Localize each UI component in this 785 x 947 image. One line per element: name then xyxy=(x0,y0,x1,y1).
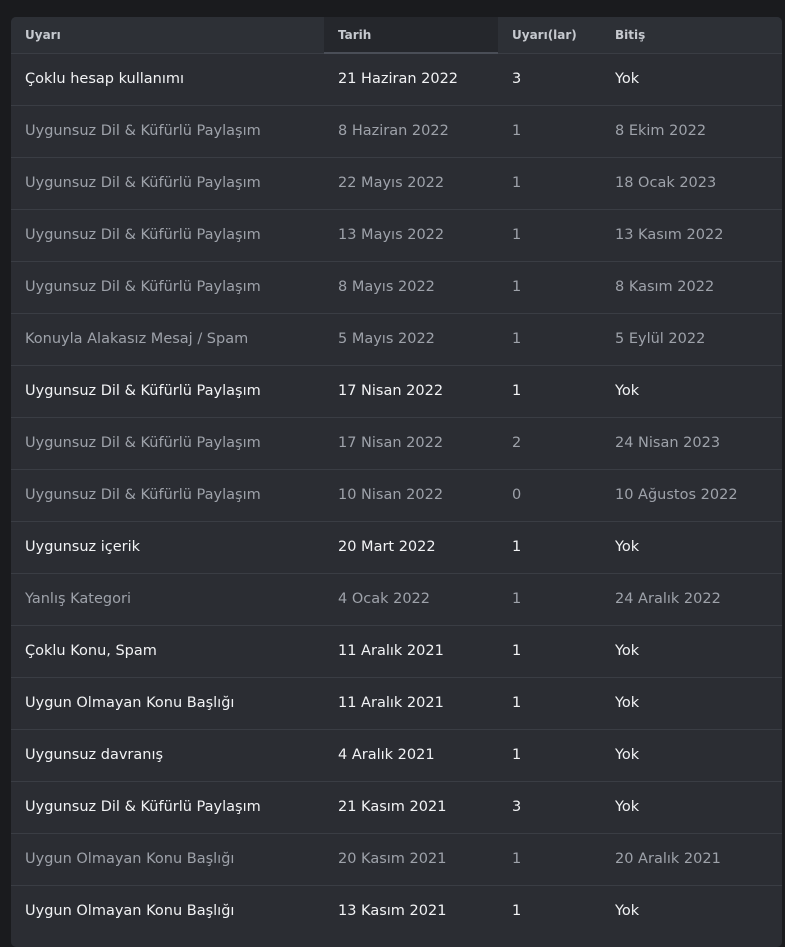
warning-reason-cell[interactable]: Uygun Olmayan Konu Başlığı xyxy=(25,695,235,711)
warning-reason-cell[interactable]: Uygunsuz içerik xyxy=(25,539,141,555)
warning-points-cell: 1 xyxy=(512,383,522,399)
table-row[interactable] xyxy=(11,885,782,937)
warning-date-cell: 22 Mayıs 2022 xyxy=(338,175,445,191)
table-row[interactable] xyxy=(11,469,782,521)
warning-points-cell: 1 xyxy=(512,123,522,139)
warning-date-cell: 20 Kasım 2021 xyxy=(338,851,447,867)
warning-expiry-cell: 24 Aralık 2022 xyxy=(615,591,721,607)
warning-date-cell: 10 Nisan 2022 xyxy=(338,487,444,503)
warning-expiry-cell: Yok xyxy=(615,747,640,763)
table-row[interactable] xyxy=(11,417,782,469)
table-row[interactable] xyxy=(11,625,782,677)
warning-reason-cell[interactable]: Uygunsuz Dil & Küfürlü Paylaşım xyxy=(25,799,261,815)
table-row[interactable] xyxy=(11,209,782,261)
warning-reason-cell[interactable]: Uygunsuz Dil & Küfürlü Paylaşım xyxy=(25,175,261,191)
warning-reason-cell[interactable]: Yanlış Kategori xyxy=(25,591,131,607)
column-header-points[interactable]: Uyarı(lar) xyxy=(498,17,601,53)
warning-points-cell: 1 xyxy=(512,227,522,243)
warning-date-cell: 11 Aralık 2021 xyxy=(338,643,444,659)
warning-expiry-cell: Yok xyxy=(615,903,640,920)
warning-points-cell: 2 xyxy=(512,435,522,451)
column-header-reason[interactable]: Uyarı xyxy=(11,17,324,53)
warning-expiry-cell: Yok xyxy=(615,799,640,815)
table-row[interactable] xyxy=(11,313,782,365)
warning-expiry-cell: 13 Kasım 2022 xyxy=(615,227,724,243)
warning-expiry-cell: 24 Nisan 2023 xyxy=(615,435,721,451)
warning-date-cell: 4 Ocak 2022 xyxy=(338,591,431,607)
warning-expiry-cell: Yok xyxy=(615,643,640,659)
warning-points-cell: 1 xyxy=(512,903,522,920)
warning-date-cell: 8 Mayıs 2022 xyxy=(338,279,435,295)
table-header-row xyxy=(11,17,782,53)
warning-date-cell: 20 Mart 2022 xyxy=(338,539,436,555)
warning-reason-cell[interactable]: Uygun Olmayan Konu Başlığı xyxy=(25,903,235,920)
warning-date-cell: 5 Mayıs 2022 xyxy=(338,331,435,347)
warning-expiry-cell: 18 Ocak 2023 xyxy=(615,175,717,191)
warning-points-cell: 1 xyxy=(512,591,522,607)
warnings-panel xyxy=(11,17,782,947)
table-row[interactable] xyxy=(11,521,782,573)
warning-date-cell: 21 Kasım 2021 xyxy=(338,799,447,815)
warning-date-cell: 4 Aralık 2021 xyxy=(338,747,435,763)
warning-expiry-cell: Yok xyxy=(615,539,640,555)
table-row[interactable] xyxy=(11,157,782,209)
table-row[interactable] xyxy=(11,261,782,313)
warning-reason-cell[interactable]: Uygunsuz Dil & Küfürlü Paylaşım xyxy=(25,279,261,295)
table-row[interactable] xyxy=(11,781,782,833)
warning-points-cell: 1 xyxy=(512,175,522,191)
table-row[interactable] xyxy=(11,677,782,729)
warning-expiry-cell: Yok xyxy=(615,71,640,87)
warning-expiry-cell: 8 Kasım 2022 xyxy=(615,279,715,295)
warning-date-cell: 17 Nisan 2022 xyxy=(338,383,444,399)
warning-date-cell: 11 Aralık 2021 xyxy=(338,695,444,711)
warning-date-cell: 13 Mayıs 2022 xyxy=(338,227,445,243)
warning-reason-cell[interactable]: Uygunsuz Dil & Küfürlü Paylaşım xyxy=(25,435,261,451)
warning-expiry-cell: Yok xyxy=(615,383,640,399)
warning-date-cell: 13 Kasım 2021 xyxy=(338,903,447,920)
warning-expiry-cell: 8 Ekim 2022 xyxy=(615,123,707,139)
warning-points-cell: 1 xyxy=(512,279,522,295)
warning-reason-cell[interactable]: Uygunsuz Dil & Küfürlü Paylaşım xyxy=(25,383,261,399)
warning-points-cell: 1 xyxy=(512,851,522,867)
table-row[interactable] xyxy=(11,729,782,781)
table-row[interactable] xyxy=(11,53,782,105)
warning-points-cell: 1 xyxy=(512,643,522,659)
warning-points-cell: 0 xyxy=(512,487,522,503)
warning-expiry-cell: 20 Aralık 2021 xyxy=(615,851,721,867)
warning-reason-cell[interactable]: Uygunsuz davranış xyxy=(25,747,164,763)
warning-reason-cell[interactable]: Çoklu Konu, Spam xyxy=(25,643,157,659)
warning-expiry-cell: 10 Ağustos 2022 xyxy=(615,487,738,503)
warning-date-cell: 17 Nisan 2022 xyxy=(338,435,444,451)
warning-date-cell: 8 Haziran 2022 xyxy=(338,123,449,139)
table-row[interactable] xyxy=(11,573,782,625)
warning-date-cell: 21 Haziran 2022 xyxy=(338,71,459,88)
warning-reason-cell[interactable]: Çoklu hesap kullanımı xyxy=(25,71,185,87)
table-row[interactable] xyxy=(11,365,782,417)
column-header-date[interactable]: Tarih xyxy=(324,17,498,53)
warning-points-cell: 1 xyxy=(512,747,522,763)
table-row[interactable] xyxy=(11,833,782,885)
warning-reason-cell[interactable]: Uygunsuz Dil & Küfürlü Paylaşım xyxy=(25,487,261,503)
warning-expiry-cell: Yok xyxy=(615,695,640,711)
warning-points-cell: 1 xyxy=(512,695,522,711)
warning-points-cell: 3 xyxy=(512,71,522,87)
warning-reason-cell[interactable]: Uygunsuz Dil & Küfürlü Paylaşım xyxy=(25,123,261,139)
warnings-table xyxy=(11,17,782,937)
warning-reason-cell[interactable]: Uygunsuz Dil & Küfürlü Paylaşım xyxy=(25,227,261,243)
table-row[interactable] xyxy=(11,105,782,157)
warning-points-cell: 1 xyxy=(512,539,522,555)
warning-reason-cell[interactable]: Konuyla Alakasız Mesaj / Spam xyxy=(25,331,249,347)
warning-points-cell: 3 xyxy=(512,799,522,815)
warning-reason-cell[interactable]: Uygun Olmayan Konu Başlığı xyxy=(25,851,235,867)
column-header-expiry[interactable]: Bitiş xyxy=(601,17,782,53)
warning-points-cell: 1 xyxy=(512,331,522,347)
warning-expiry-cell: 5 Eylül 2022 xyxy=(615,331,706,347)
